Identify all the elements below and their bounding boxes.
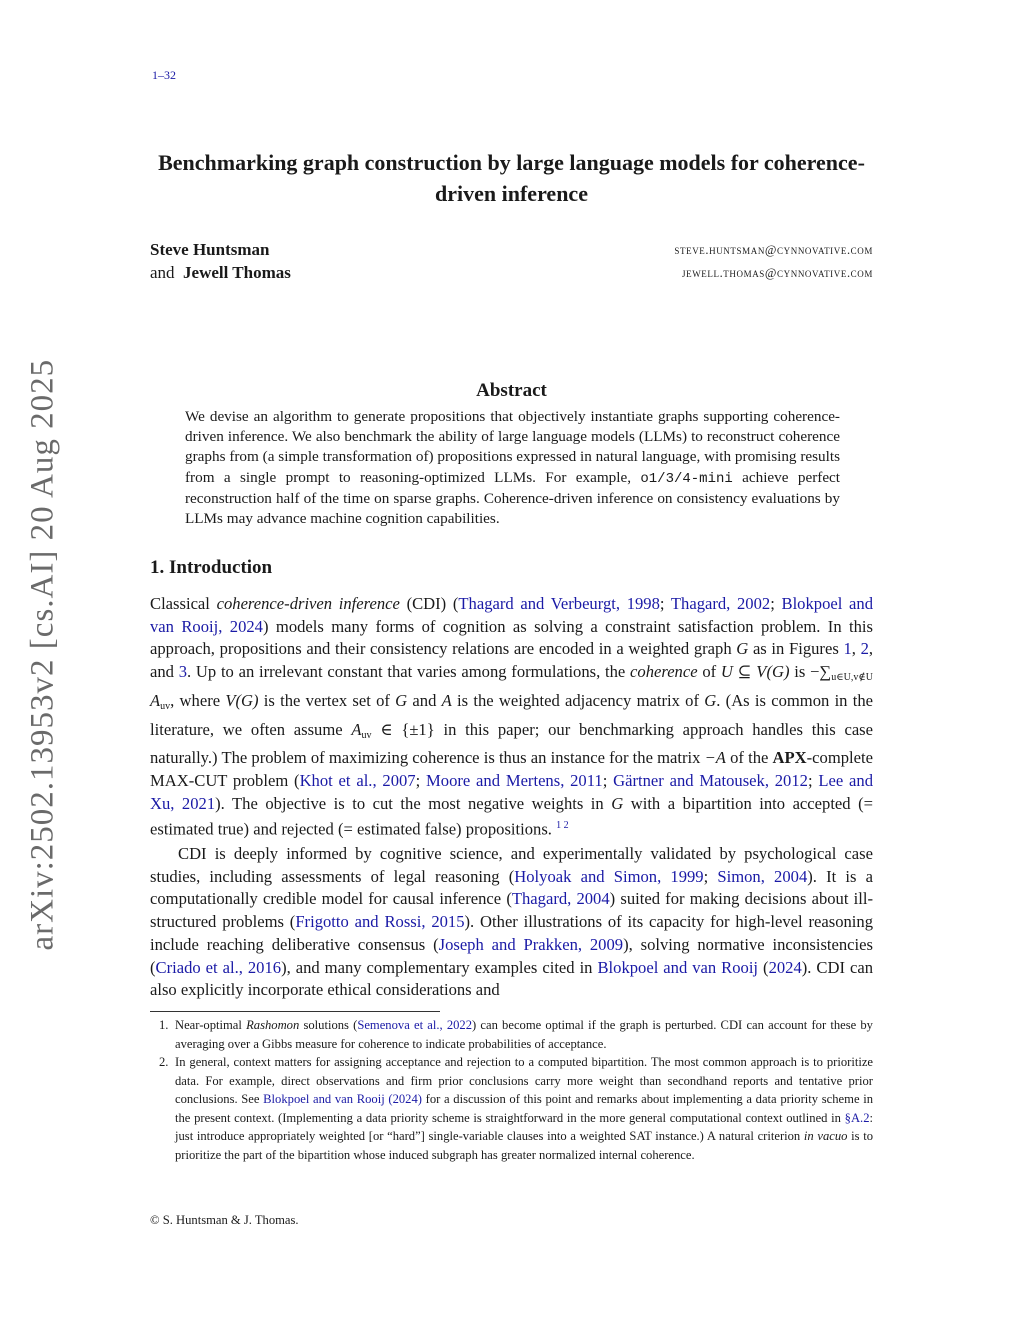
footnote-ref[interactable]: 1 bbox=[556, 820, 562, 832]
citation-link[interactable]: Gärtner and Matousek, 2012 bbox=[613, 770, 808, 790]
intro-paragraph-1: Classical coherence-driven inference (CDI) (Thagard and Verbeurgt, 1998; Thagard, 2002; Blokpoel and van Rooij, 2024) models many forms of cognition as solving a constraint satisfaction problem. In this approach, propositions and their consistency relations are encoded in a weighted graph G as in Figures 1, 2, and 3. Up to an irrelevant constant that varies among formulations, the coherence of U ⊆ V(G) is $-\sum_{u\in U,v\notin U}$ $A_{uv}$, where V(G) is the vertex set of G and A is the weighted adjacency matrix of G. (As is common in the literature, we often assume $A_{uv}$ ∈ {±1} in this paper; our benchmarking approach handles this case naturally.) The problem of maximizing coherence is thus an instance for the matrix −A of the APX-complete MAX-CUT problem (Khot et al., 2007; Moore and Mertens, 2011; Gärtner and Matousek, 2012; Lee and Xu, 2021). The objective is to cut the most negative weights in G with a bipartition into accepted (= estimated true) and rejected (= estimated false) propositions. $^{1 2}$ bbox=[150, 594, 874, 839]
paper-title: Benchmarking graph construction by large language models for coherence-driven inference bbox=[158, 150, 865, 206]
citation-link[interactable]: Thagard, 2004 bbox=[511, 889, 610, 909]
footnote-number: 2. bbox=[159, 1055, 169, 1069]
figure-link[interactable]: 1 bbox=[843, 639, 852, 659]
copyright: © S. Huntsman & J. Thomas. bbox=[150, 1213, 299, 1227]
abstract-text: We devise an algorithm to generate propositions that objectively instantiate graphs supporting coherence-driven inference. We also benchmark the ability of large language models (LLMs) to reconstruct coherence graphs from (a simple transformation of) propositions expressed in natural language, with promising results from a single prompt to reasoning-optimized LLMs. For example, bbox=[185, 408, 840, 486]
footnote-rule bbox=[150, 1011, 440, 1012]
section-heading: 1. Introduction bbox=[150, 557, 273, 578]
figure-link[interactable]: 3 bbox=[178, 662, 188, 682]
citation-link[interactable]: Blokpoel and van Rooij, 2024 bbox=[150, 594, 873, 636]
author-name: Steve Huntsman bbox=[150, 240, 270, 259]
author-connector: and bbox=[150, 263, 175, 282]
author-2-email[interactable]: jewell.thomas@cynnovative.com bbox=[682, 266, 873, 280]
intro-paragraph-2: CDI is deeply informed by cognitive science, and experimentally validated by psychological case studies, including assessments of legal reasoning (Holyoak and Simon, 1999; Simon, 2004). It is a computationally credible model for causal inference (Thagard, 2004) suited for making decisions about ill-structured problems (Frigotto and Rossi, 2015). Other illustrations of its capacity for high-level reasoning include reaching deliberative consensus (Joseph and Prakken, 2009), solving normative inconsistencies (Criado et al., 2016), and many complementary examples cited in Blokpoel and van Rooij (2024). CDI can also explicitly incorporate ethical considerations and bbox=[150, 844, 874, 1000]
citation-link[interactable]: Thagard, 2002 bbox=[670, 594, 771, 613]
page-range: 1–32 bbox=[152, 68, 176, 82]
citation-link[interactable]: Frigotto and Rossi, 2015 bbox=[295, 912, 465, 932]
author-1-email[interactable]: steve.huntsman@cynnovative.com bbox=[674, 243, 873, 257]
model-code: o1/3/4-mini bbox=[640, 470, 733, 487]
author-2 bbox=[150, 263, 291, 283]
citation-link[interactable]: Blokpoel and van Rooij (2024) bbox=[263, 1092, 422, 1106]
section-link[interactable]: §A.2 bbox=[844, 1110, 870, 1125]
citation-link[interactable]: Thagard and Verbeurgt, 1998 bbox=[458, 594, 660, 613]
citation-link[interactable]: Holyoak and Simon, 1999 bbox=[514, 866, 704, 886]
citation-link[interactable]: Criado et al., 2016 bbox=[155, 957, 282, 977]
abstract-heading: Abstract bbox=[476, 380, 547, 401]
citation-link[interactable]: Simon, 2004 bbox=[717, 866, 808, 886]
arxiv-sidebar-stamp: arXiv:2502.13953v2 [cs.AI] 20 Aug 2025 bbox=[24, 358, 61, 951]
footnote-ref[interactable]: 2 bbox=[563, 820, 569, 832]
footnote-2: 2. In general, context matters for assigning acceptance and rejection to a computed bipartition. The most common approach is to prioritize data. For example, direct observations and firm prior conclusions carry more weight than secondhand reports and tentative prior conclusions. See Blokpoel and van Rooij (2024) for a discussion of this point and remarks about implementing a data priority scheme in the present context. (Implementing a data priority scheme is straightforward in the more general computational context outlined in §A.2: just introduce appropriately weighted [or “hard”] single-variable clauses into a weighted SAT instance.) A natural criterion in vacuo is to prioritize the part of the bipartition whose induced subgraph has greater normalized internal coherence. bbox=[159, 1055, 874, 1162]
citation-link[interactable]: Khot et al., 2007 bbox=[299, 770, 416, 790]
footnote-1: 1. Near-optimal Rashomon solutions (Semenova et al., 2022) can become optimal if the graph is perturbed. CDI can account for these by averaging over a Gibbs measure for coherence to indicate probabilities of acceptance. bbox=[159, 1018, 873, 1051]
author-name: Jewell Thomas bbox=[183, 263, 291, 282]
citation-link[interactable]: Joseph and Prakken, 2009 bbox=[438, 934, 624, 954]
author-1 bbox=[150, 240, 269, 260]
figure-link[interactable]: 2 bbox=[860, 639, 869, 659]
citation-link[interactable]: Lee and Xu, 2021 bbox=[150, 770, 873, 813]
citation-link[interactable]: Moore and Mertens, 2011 bbox=[426, 770, 603, 790]
footnote-number: 1. bbox=[159, 1018, 169, 1032]
citation-link[interactable]: Blokpoel and van Rooij bbox=[597, 957, 759, 977]
citation-link[interactable]: 2024 bbox=[768, 957, 802, 977]
citation-link[interactable]: Semenova et al., 2022 bbox=[357, 1018, 473, 1032]
abstract-body bbox=[185, 407, 840, 529]
abstract-text: achieve perfect reconstruction half of the time on sparse graphs. Coherence-driven inference on consistency evaluations by LLMs may advance machine cognition capabilities. bbox=[185, 468, 841, 528]
